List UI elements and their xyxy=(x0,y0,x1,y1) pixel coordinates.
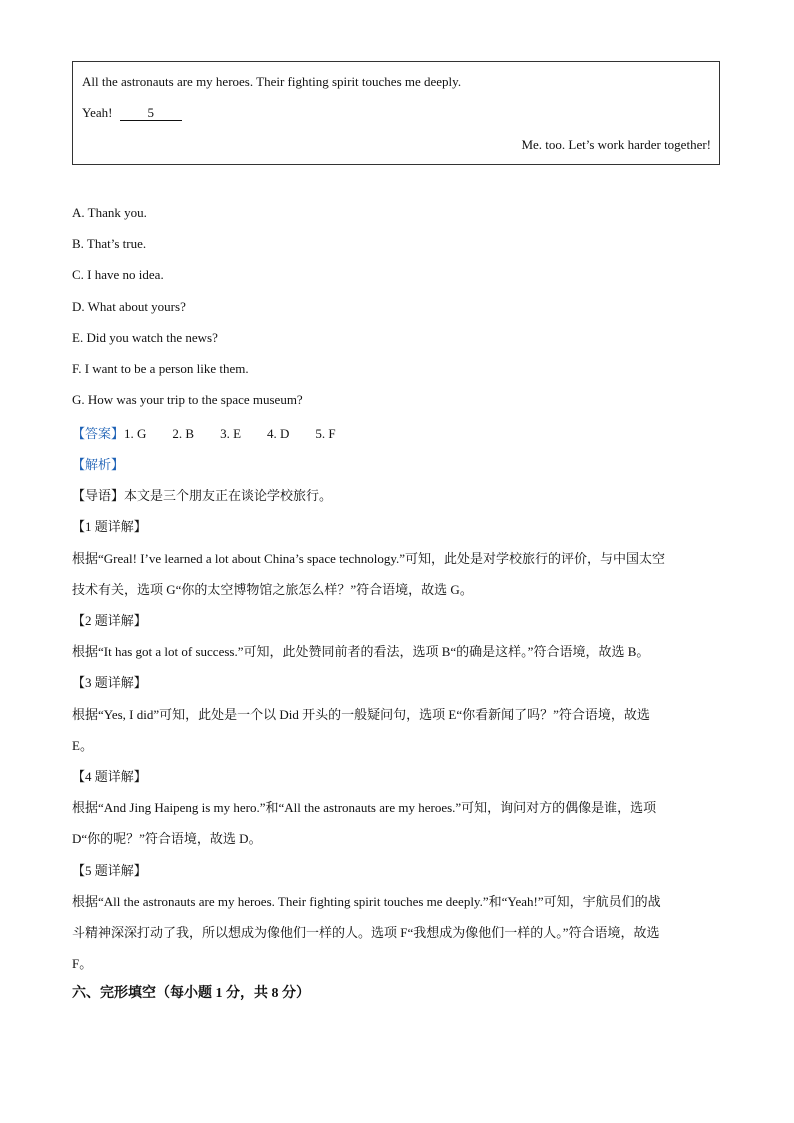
option-b: B. That’s true. xyxy=(72,236,147,251)
option-f: F. I want to be a person like them. xyxy=(72,361,249,376)
detail-4-line-1: 根据“And Jing Haipeng is my hero.”和“All the astronauts are my heroes.”可知，询问对方的偶像是谁，选项 xyxy=(72,800,657,815)
dialog-line-1: All the astronauts are my heroes. Their fighting spirit touches me deeply. xyxy=(82,74,462,89)
option-c: C. I have no idea. xyxy=(72,267,164,282)
option-g: G. How was your trip to the space museum? xyxy=(72,392,303,407)
dialog-box xyxy=(72,61,720,165)
answer-item: 4. D xyxy=(267,426,290,441)
answer-item: 2. B xyxy=(172,426,195,441)
option-a: A. Thank you. xyxy=(72,205,147,220)
detail-heading-5: 【5 题详解】 xyxy=(72,863,147,878)
blank-5: 5 xyxy=(120,106,182,121)
detail-3-line-2: E。 xyxy=(72,738,93,753)
answer-item: 1. G xyxy=(124,426,147,441)
detail-heading-2: 【2 题详解】 xyxy=(72,613,147,628)
detail-3-line-1: 根据“Yes, I did”可知，此处是一个以 Did 开头的一般疑问句，选项 E“你看新闻了吗？”符合语境，故选 xyxy=(72,707,650,722)
intro-text: 【导语】本文是三个朋友正在谈论学校旅行。 xyxy=(72,488,333,503)
detail-5-line-2: 斗精神深深打动了我，所以想成为像他们一样的人。选项 F“我想成为像他们一样的人。”符合语境，故选 xyxy=(72,925,660,940)
detail-1-line-2: 技术有关，选项 G“你的太空博物馆之旅怎么样？”符合语境，故选 G。 xyxy=(72,582,473,597)
detail-1-line-1: 根据“Greal! I’ve learned a lot about China’s space technology.”可知，此处是对学校旅行的评价，与中国太空 xyxy=(72,551,666,566)
detail-2-line-1: 根据“It has got a lot of success.”可知，此处赞同前者的看法，选项 B“的确是这样。”符合语境，故选 B。 xyxy=(72,644,650,659)
detail-heading-1: 【1 题详解】 xyxy=(72,519,147,534)
section-title-cloze: 六、完形填空（每小题 1 分，共 8 分） xyxy=(72,986,310,1001)
detail-heading-3: 【3 题详解】 xyxy=(72,675,147,690)
detail-heading-4: 【4 题详解】 xyxy=(72,769,147,784)
detail-5-line-3: F。 xyxy=(72,956,93,971)
detail-5-line-1: 根据“All the astronauts are my heroes. Their fighting spirit touches me deeply.”和“Yeah!”可知，宇航员们的战 xyxy=(72,894,661,909)
dialog-line-2-prefix: Yeah! xyxy=(82,105,113,120)
option-e: E. Did you watch the news? xyxy=(72,330,218,345)
option-d: D. What about yours? xyxy=(72,299,186,314)
answer-item: 3. E xyxy=(220,426,242,441)
answer-line xyxy=(72,423,336,442)
answer-label: 【答案】 xyxy=(72,426,125,441)
analysis-label: 【解析】 xyxy=(72,457,125,472)
dialog-line-3: Me. too. Let’s work harder together! xyxy=(521,137,711,152)
detail-4-line-2: D“你的呢？”符合语境，故选 D。 xyxy=(72,831,262,846)
dialog-line-2 xyxy=(82,105,182,121)
answer-item: 5. F xyxy=(315,426,336,441)
